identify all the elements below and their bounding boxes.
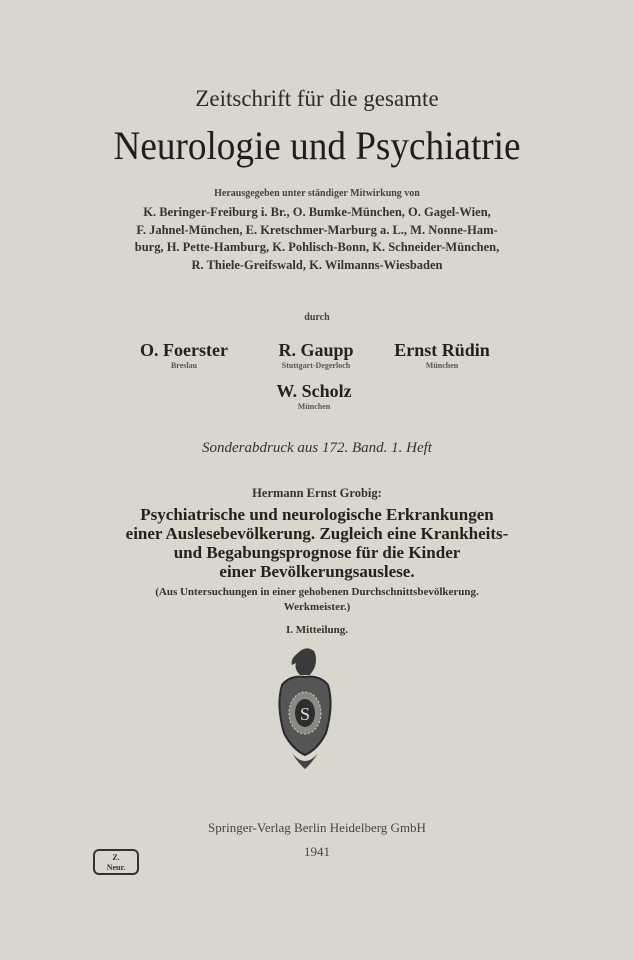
article-title-line: einer Auslesebevölkerung. Zugleich eine Krankheits-	[125, 524, 509, 543]
editor	[362, 340, 522, 370]
article-title-line: Psychiatrische und neurologische Erkrankungen	[140, 505, 494, 524]
editor-name: W. Scholz	[276, 381, 352, 401]
article-note	[0, 585, 634, 615]
contributors-intro: Herausgegeben unter ständiger Mitwirkung von	[214, 188, 420, 199]
editor-name: O. Foerster	[140, 340, 228, 360]
springer-logo-icon	[270, 645, 340, 775]
article-title-line: einer Bevölkerungsauslese.	[219, 562, 415, 581]
badge-line: Neur.	[106, 863, 126, 872]
contributors-line: R. Thiele-Greifswald, K. Wilmanns-Wiesbaden	[191, 257, 443, 272]
editor-place: München	[425, 361, 459, 370]
contributors-line: F. Jahnel-München, E. Kretschmer-Marburg a. L., M. Nonne-Ham-	[136, 222, 498, 237]
logo-letter: S	[299, 704, 311, 724]
article-note-line: (Aus Untersuchungen in einer gehobenen Durchschnittsbevölkerung.	[155, 586, 479, 598]
editor-place: Breslau	[170, 361, 198, 370]
offprint-note: Sonderabdruck aus 172. Band. 1. Heft	[202, 440, 432, 456]
journal-title-line2: Neurologie und Psychiatrie	[113, 123, 521, 168]
publication-year: 1941	[304, 844, 330, 859]
journal-abbreviation-badge	[93, 849, 139, 875]
durch-label: durch	[304, 312, 330, 323]
contributors-line: K. Beringer-Freiburg i. Br., O. Bumke-München, O. Gagel-Wien,	[143, 205, 491, 219]
contributors-list	[0, 204, 634, 274]
editor-place: München	[297, 402, 331, 411]
article-note-line: Werkmeister.)	[283, 601, 351, 613]
article-part: I. Mitteilung.	[285, 624, 349, 636]
journal-title-line1: Zeitschrift für die gesamte	[195, 86, 439, 111]
editor-name: Ernst Rüdin	[394, 340, 490, 360]
badge-line: Z.	[112, 853, 120, 862]
editor-place: Stuttgart-Degerloch	[281, 361, 351, 370]
article-title	[0, 505, 634, 581]
article-author: Hermann Ernst Grobig:	[252, 486, 382, 500]
article-title-line: und Begabungsprognose für die Kinder	[173, 543, 461, 562]
publisher: Springer-Verlag Berlin Heidelberg GmbH	[208, 820, 426, 835]
contributors-line: burg, H. Pette-Hamburg, K. Pohlisch-Bonn, K. Schneider-München,	[134, 240, 500, 254]
editor	[234, 381, 394, 411]
editor-name: R. Gaupp	[278, 340, 354, 360]
